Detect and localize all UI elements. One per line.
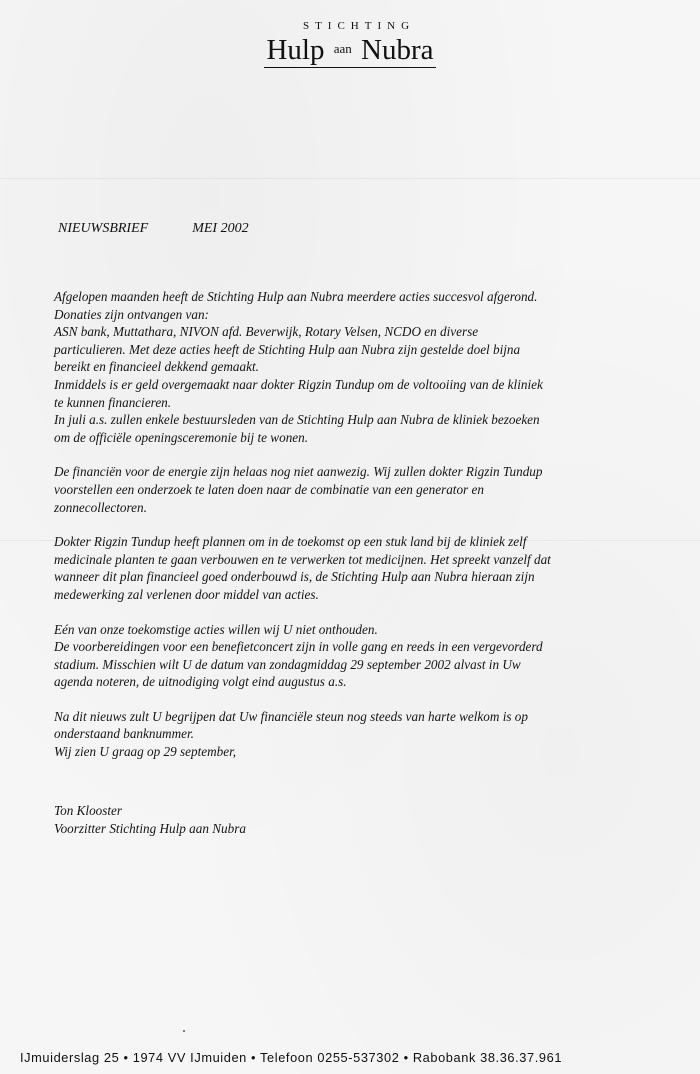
letter-body — [54, 288, 654, 778]
text-line: Afgelopen maanden heeft de Stichting Hulp aan Nubra meerdere acties succesvol afgerond. — [54, 289, 538, 304]
text-line: Eén van onze toekomstige acties willen wij U niet onthouden. — [54, 621, 378, 637]
logo-part-hulp: Hulp — [266, 34, 325, 66]
text-line: stadium. Misschien wilt U de datum van zondagmiddag 29 september 2002 alvast in Uw — [54, 656, 521, 672]
text-line: ASN bank, Muttathara, NIVON afd. Beverwijk, Rotary Velsen, NCDO en diverse — [54, 324, 479, 340]
paragraph — [54, 621, 654, 691]
signer-name: Ton Klooster — [54, 803, 123, 818]
text-line: om de officiële openingsceremonie bij te wonen. — [54, 429, 309, 445]
logo-part-aan: aan — [333, 41, 352, 56]
paragraph — [54, 288, 654, 446]
text-line: Na dit nieuws zult U begrijpen dat Uw financiële steun nog steeds van harte welkom is op — [54, 708, 528, 724]
paragraph — [54, 708, 654, 761]
text-line: medicinale planten te gaan verbouwen en te verwerken tot medicijnen. Het spreekt vanzelf dat — [54, 551, 551, 567]
text-line: te kunnen financieren. — [54, 394, 172, 410]
logo-part-nubra: Nubra — [361, 34, 434, 66]
text-line: Donaties zijn ontvangen van: — [54, 306, 209, 322]
text-line: voorstellen een onderzoek te laten doen naar de combinatie van een generator en — [54, 481, 484, 497]
text-line: De financiën voor de energie zijn helaas nog niet aanwezig. Wij zullen dokter Rigzin Tundup — [54, 464, 543, 480]
paragraph — [54, 533, 654, 603]
signer-title: Voorzitter Stichting Hulp aan Nubra — [54, 820, 246, 836]
newsletter-header — [58, 221, 249, 237]
paragraph — [54, 463, 654, 516]
text-line: medewerking zal verlenen door middel van acties. — [54, 586, 319, 602]
text-line: Inmiddels is er geld overgemaakt naar dokter Rigzin Tundup om de voltooiing van de kliniek — [54, 376, 543, 392]
text-line: agenda noteren, de uitnodiging volgt eind augustus a.s. — [54, 674, 347, 690]
text-line: De voorbereidingen voor een benefietconcert zijn in volle gang en reeds in een vergevorderd — [54, 639, 543, 655]
text-line: In juli a.s. zullen enkele bestuursleden van de Stichting Hulp aan Nubra de kliniek bezoeken — [54, 412, 540, 428]
logo-wordmark — [264, 36, 435, 68]
text-line: Wij zien U graag op 29 september, — [54, 744, 237, 760]
text-line: bereikt en financieel dekkend gemaakt. — [54, 359, 259, 375]
newsletter-date: MEI 2002 — [192, 221, 249, 236]
footer-contact-line: IJmuiderslag 25 • 1974 VV IJmuiden • Telefoon 0255-537302 • Rabobank 38.36.37.961 — [20, 1050, 563, 1065]
text-line: particulieren. Met deze acties heeft de Stichting Hulp aan Nubra zijn gestelde doel bijna — [54, 341, 521, 357]
newsletter-title: NIEUWSBRIEF — [58, 221, 149, 236]
logo-subtitle: STICHTING — [302, 20, 416, 32]
text-line: wanneer dit plan financieel goed onderbouwd is, de Stichting Hulp aan Nubra hieraan zijn — [54, 569, 535, 585]
foundation-logo — [0, 16, 700, 68]
paper-speck — [183, 1030, 185, 1032]
text-line: zonnecollectoren. — [54, 499, 147, 515]
text-line: Dokter Rigzin Tundup heeft plannen om in de toekomst op een stuk land bij de kliniek zelf — [54, 534, 527, 550]
fold-line — [0, 178, 700, 179]
text-line: onderstaand banknummer. — [54, 726, 194, 742]
signature-block — [54, 802, 246, 837]
